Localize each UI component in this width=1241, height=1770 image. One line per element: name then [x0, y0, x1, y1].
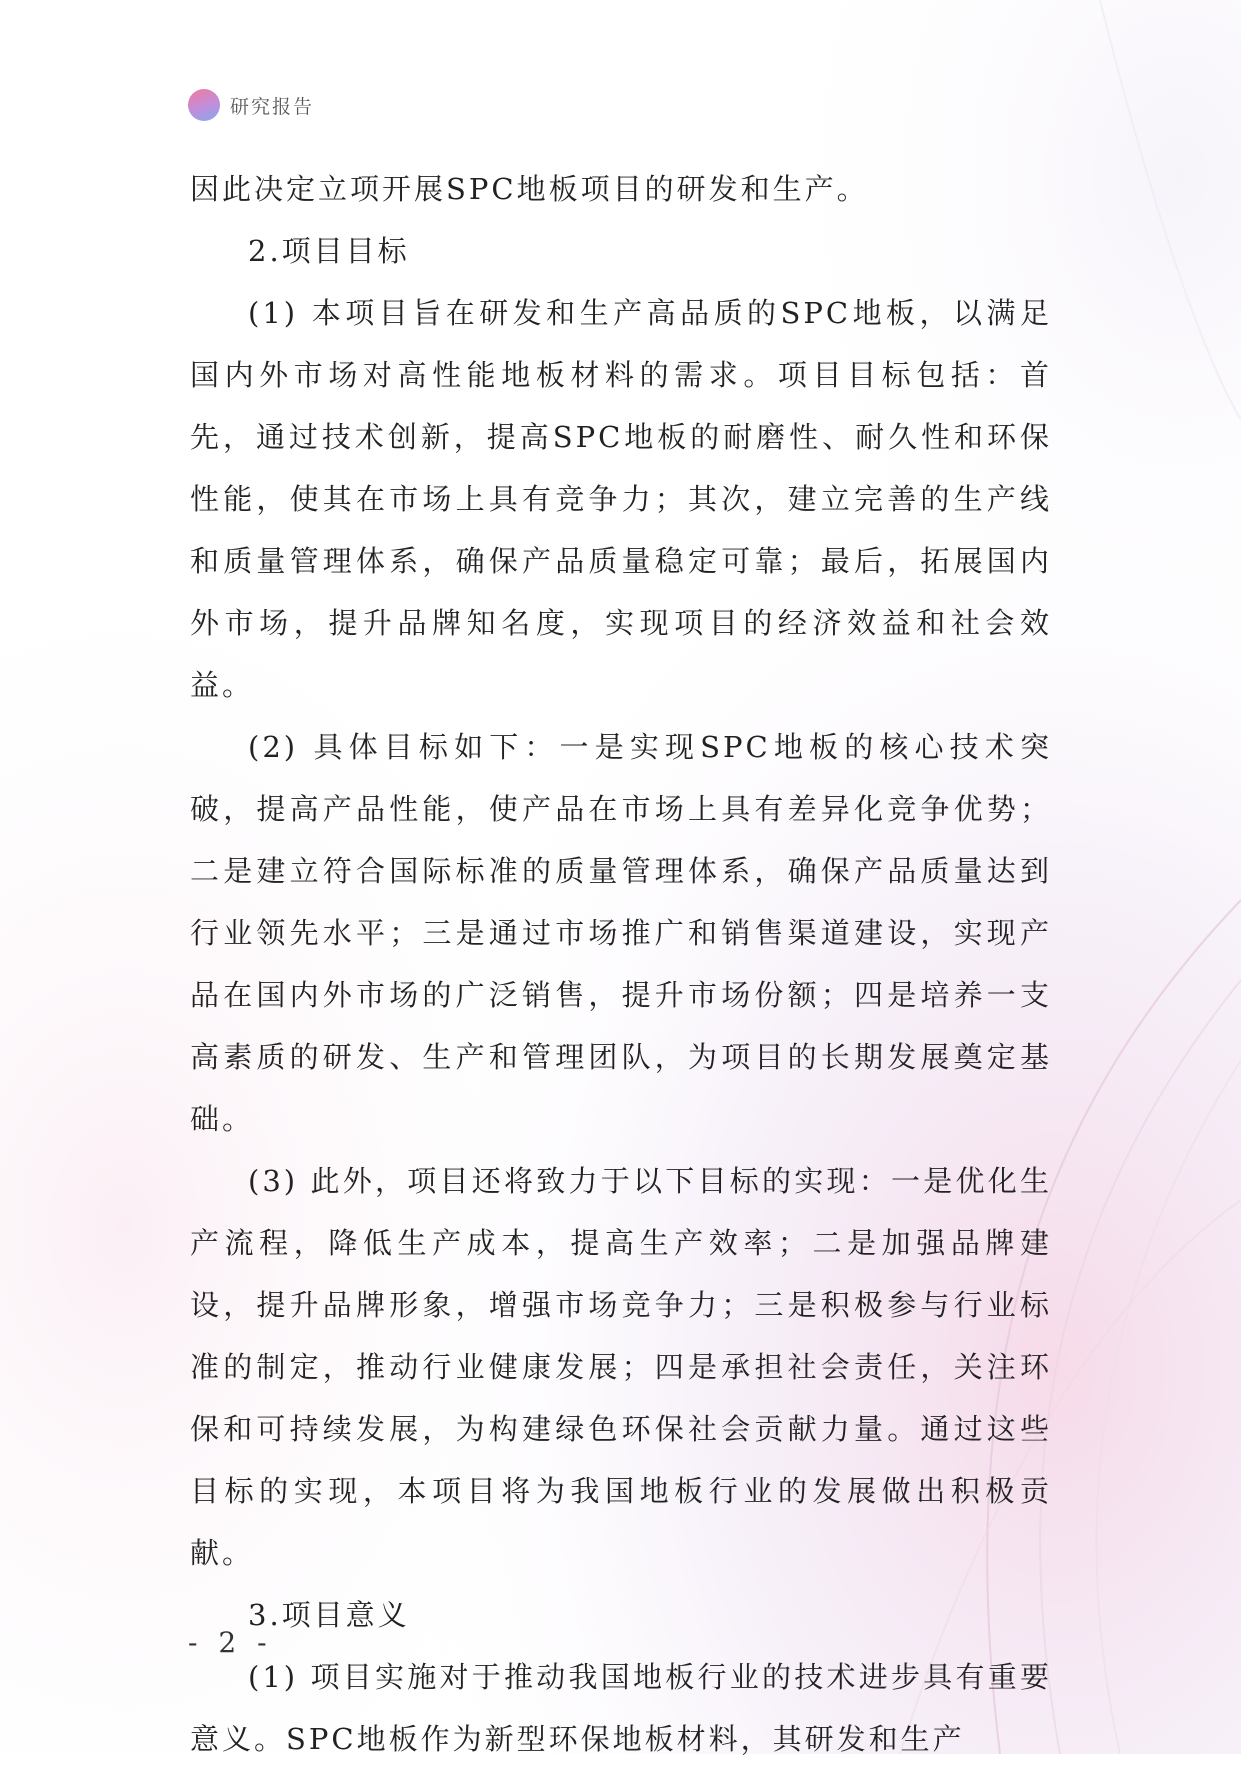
paragraph-goal-1: (1) 本项目旨在研发和生产高品质的SPC地板，以满足国内外市场对高性能地板材料的需求。项目目标包括：首先，通过技术创新，提高SPC地板的耐磨性、耐久性和环保性能，使其在市场上具有竞争力；其次，建立完善的生产线和质量管理体系，确保产品质量稳定可靠；最后，拓展国内外市场，提升品牌知名度，实现项目的经济效益和社会效益。	[190, 296, 1052, 702]
logo-circle-icon	[188, 89, 220, 121]
paragraph-goal-2: (2) 具体目标如下：一是实现SPC地板的核心技术突破，提高产品性能，使产品在市场上具有差异化竞争优势；二是建立符合国际标准的质量管理体系，确保产品质量达到行业领先水平；三是通过市场推广和销售渠道建设，实现产品在国内外市场的广泛销售，提升市场份额；四是培养一支高素质的研发、生产和管理团队，为项目的长期发展奠定基础。	[190, 730, 1052, 1136]
paragraph-goal-3: (3) 此外，项目还将致力于以下目标的实现：一是优化生产流程，降低生产成本，提高生产效率；二是加强品牌建设，提升品牌形象，增强市场竞争力；三是积极参与行业标准的制定，推动行业健康发展；四是承担社会责任，关注环保和可持续发展，为构建绿色环保社会贡献力量。通过这些目标的实现，本项目将为我国地板行业的发展做出积极贡献。	[190, 1164, 1052, 1570]
page-header	[188, 88, 314, 122]
section-heading-project-goals: 2.项目目标	[248, 234, 410, 268]
document-body	[190, 158, 1052, 1770]
paragraph-intro: 因此决定立项开展SPC地板项目的研发和生产。	[190, 172, 869, 206]
section-heading-project-significance: 3.项目意义	[248, 1598, 410, 1632]
header-label: 研究报告	[230, 95, 315, 118]
paragraph-significance-1: (1) 项目实施对于推动我国地板行业的技术进步具有重要意义。SPC地板作为新型环保地板材料，其研发和生产	[190, 1660, 1052, 1756]
page-number: - 2 -	[188, 1626, 273, 1659]
